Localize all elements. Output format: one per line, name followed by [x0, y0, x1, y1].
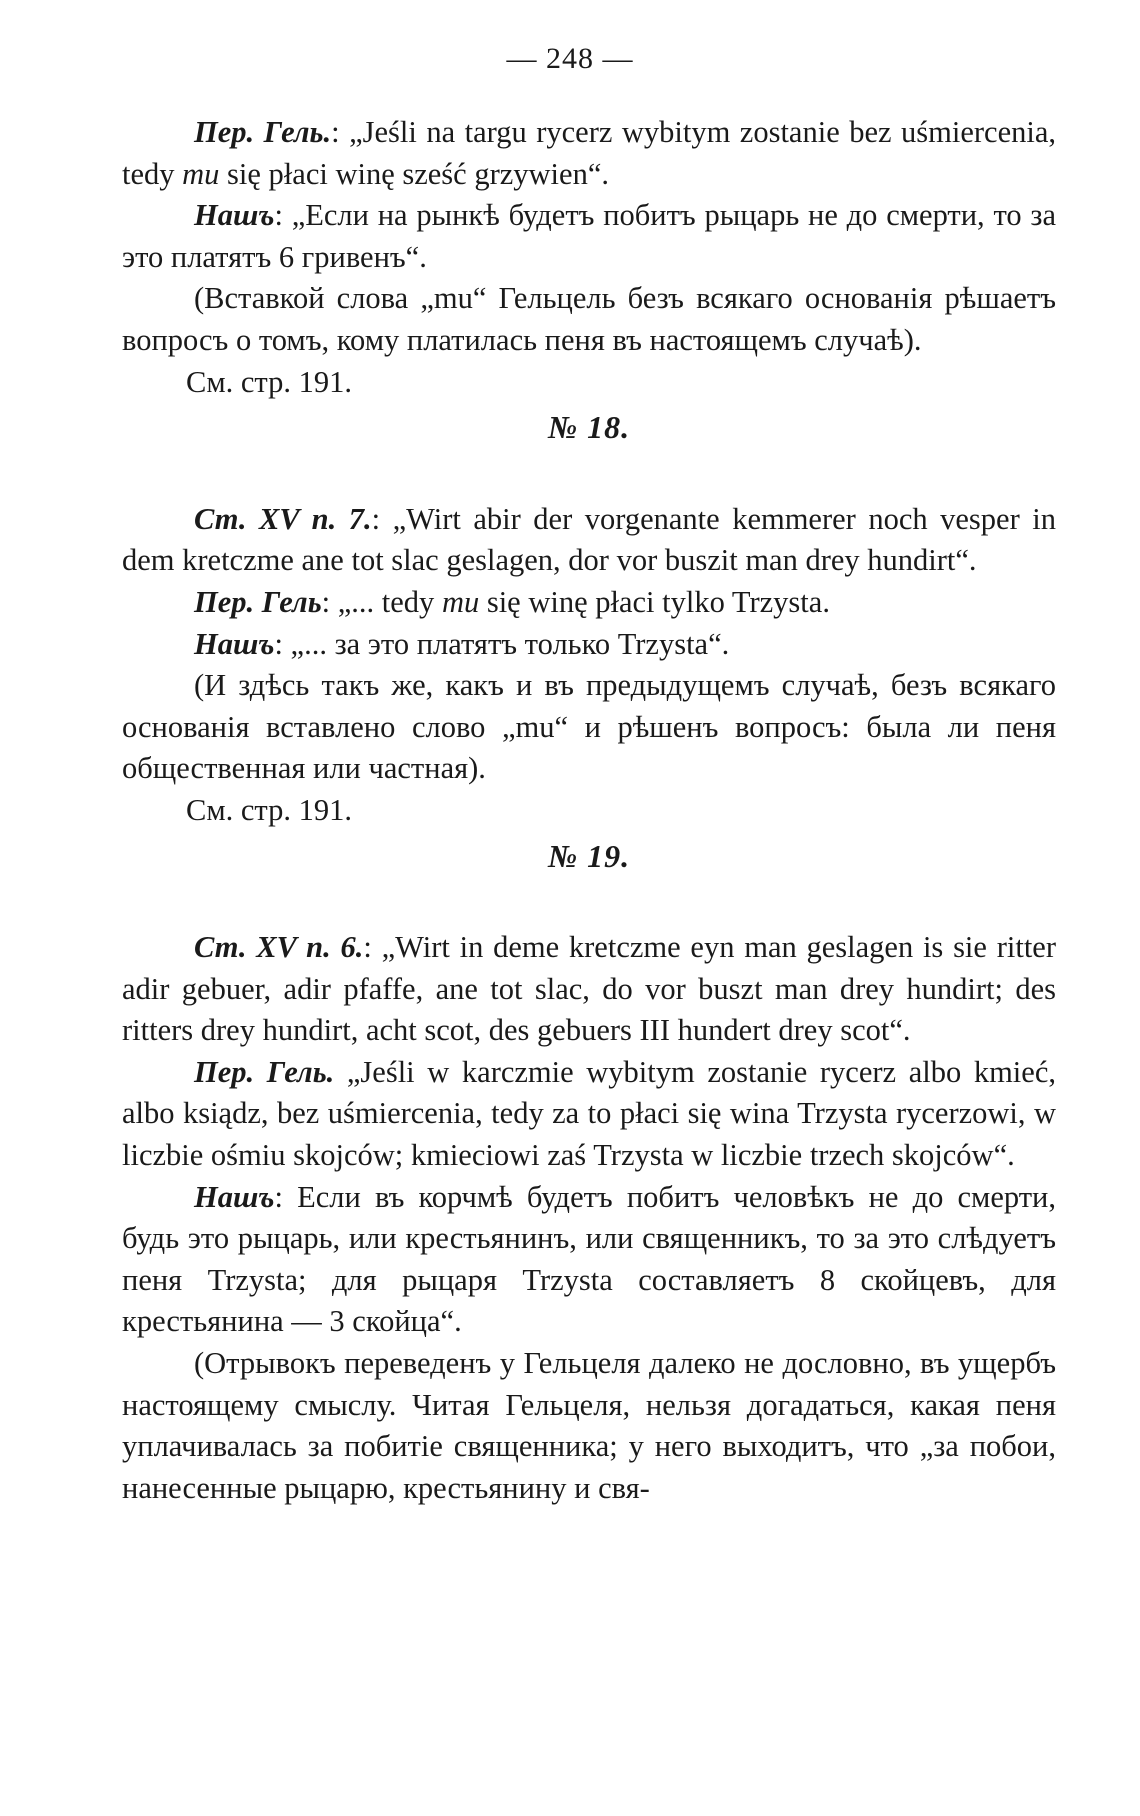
paragraph-commentary-1 — [122, 278, 1056, 361]
paragraph-our-translation-3 — [122, 1177, 1056, 1343]
paragraph-heltsel-translation-1 — [122, 112, 1056, 195]
emphasis-mu: mu — [441, 584, 480, 619]
paragraph-text: : „... за это платятъ только Trzysta“. — [274, 626, 730, 661]
label-nash: Нашъ — [194, 1179, 275, 1214]
paragraph-text: : „Wirt abir der vorgenante kemmerer noch vesper in dem kretczme ane tot slac geslagen, dor vor buszit man drey hundirt“. — [122, 501, 1056, 578]
paragraph-text: się płaci winę sześć grzywien“. — [219, 156, 609, 191]
emphasis-mu: mu — [182, 156, 220, 191]
paragraph-text: : „Jeśli na targu rycerz wybitym zostanie bez uśmiercenia, tedy — [122, 115, 1056, 191]
label-article: Ст. XV п. 6. — [194, 930, 364, 965]
page-reference-2: См. стр. 191. — [186, 792, 353, 827]
paragraph-text: (Вставкой слова „mu“ Гельцель безъ всякаго основанія рѣшаетъ вопросъ о томъ, кому платилась пеня въ настоящемъ случаѣ). — [122, 281, 1056, 357]
page-number: — 248 — — [506, 42, 634, 75]
label-heltsel: Пер. Гель. — [194, 115, 332, 149]
paragraph-source-article-15-6 — [122, 927, 1056, 1052]
paragraph-commentary-3 — [122, 1343, 1056, 1509]
paragraph-heltsel-translation-2 — [122, 582, 1056, 624]
paragraph-text: : „... tedy — [321, 584, 442, 619]
page-reference-1: См. стр. 191. — [186, 364, 353, 399]
paragraph-text: : „Если на рынкѣ будетъ побитъ рыцарь не до смерти, то за это платятъ 6 гривенъ“. — [122, 198, 1056, 274]
label-heltsel: Пер. Гель — [194, 584, 322, 619]
label-nash: Нашъ — [194, 198, 275, 233]
paragraph-heltsel-translation-3 — [122, 1052, 1056, 1177]
paragraph-our-translation-1 — [122, 195, 1056, 278]
paragraph-source-article-15-7 — [122, 499, 1056, 582]
section-number-18: № 18. — [547, 409, 631, 446]
paragraph-commentary-2 — [122, 665, 1056, 790]
paragraph-text: „Jeśli w karczmie wybitym zostanie rycerz albo kmieć, albo ksiądz, bez uśmiercenia, tedy za to płaci się wina Trzysta rycerzowi, w liczbie ośmiu skojców; kmieciowi zaś Trzysta w liczbie trzech skojców“. — [122, 1054, 1056, 1173]
section-number-19: № 19. — [547, 837, 631, 874]
label-nash: Нашъ — [194, 626, 275, 661]
paragraph-text: : „Wirt in deme kretczme eyn man geslagen is sie ritter adir gebuer, adir pfaffe, ane tot slac, do vor buszt man drey hundirt; des ritters drey hundirt, acht scot, des gebuers III hundert drey scot“. — [122, 930, 1056, 1048]
page-body — [122, 112, 1056, 1509]
paragraph-text: (Отрывокъ переведенъ у Гельцеля далеко не дословно, въ ущербъ настоящему смыслу. Читая Гельцеля, нельзя догадаться, какая пеня уплачивалась за побитіе священника; у него выходитъ, что „за побои, нанесенные рыцарю, крестьянину и свя- — [122, 1346, 1056, 1505]
paragraph-text: : Если въ корчмѣ будетъ побитъ человѣкъ не до смерти, будь это рыцарь, или крестьянинъ, или священникъ, то за это слѣдуетъ пеня Trzysta; для рыцаря Trzysta составляетъ 8 скойцевъ, для крестьянина — 3 скойца“. — [122, 1179, 1056, 1339]
paragraph-our-translation-2 — [122, 624, 1056, 666]
paragraph-text: (И здѣсь такъ же, какъ и въ предыдущемъ случаѣ, безъ всякаго основанія вставлено слово „mu“ и рѣшенъ вопросъ: была ли пеня общественная или частная). — [122, 668, 1056, 786]
paragraph-text: się winę płaci tylko Trzysta. — [479, 584, 830, 619]
label-heltsel: Пер. Гель. — [194, 1054, 335, 1089]
label-article: Ст. XV п. 7. — [194, 501, 372, 536]
